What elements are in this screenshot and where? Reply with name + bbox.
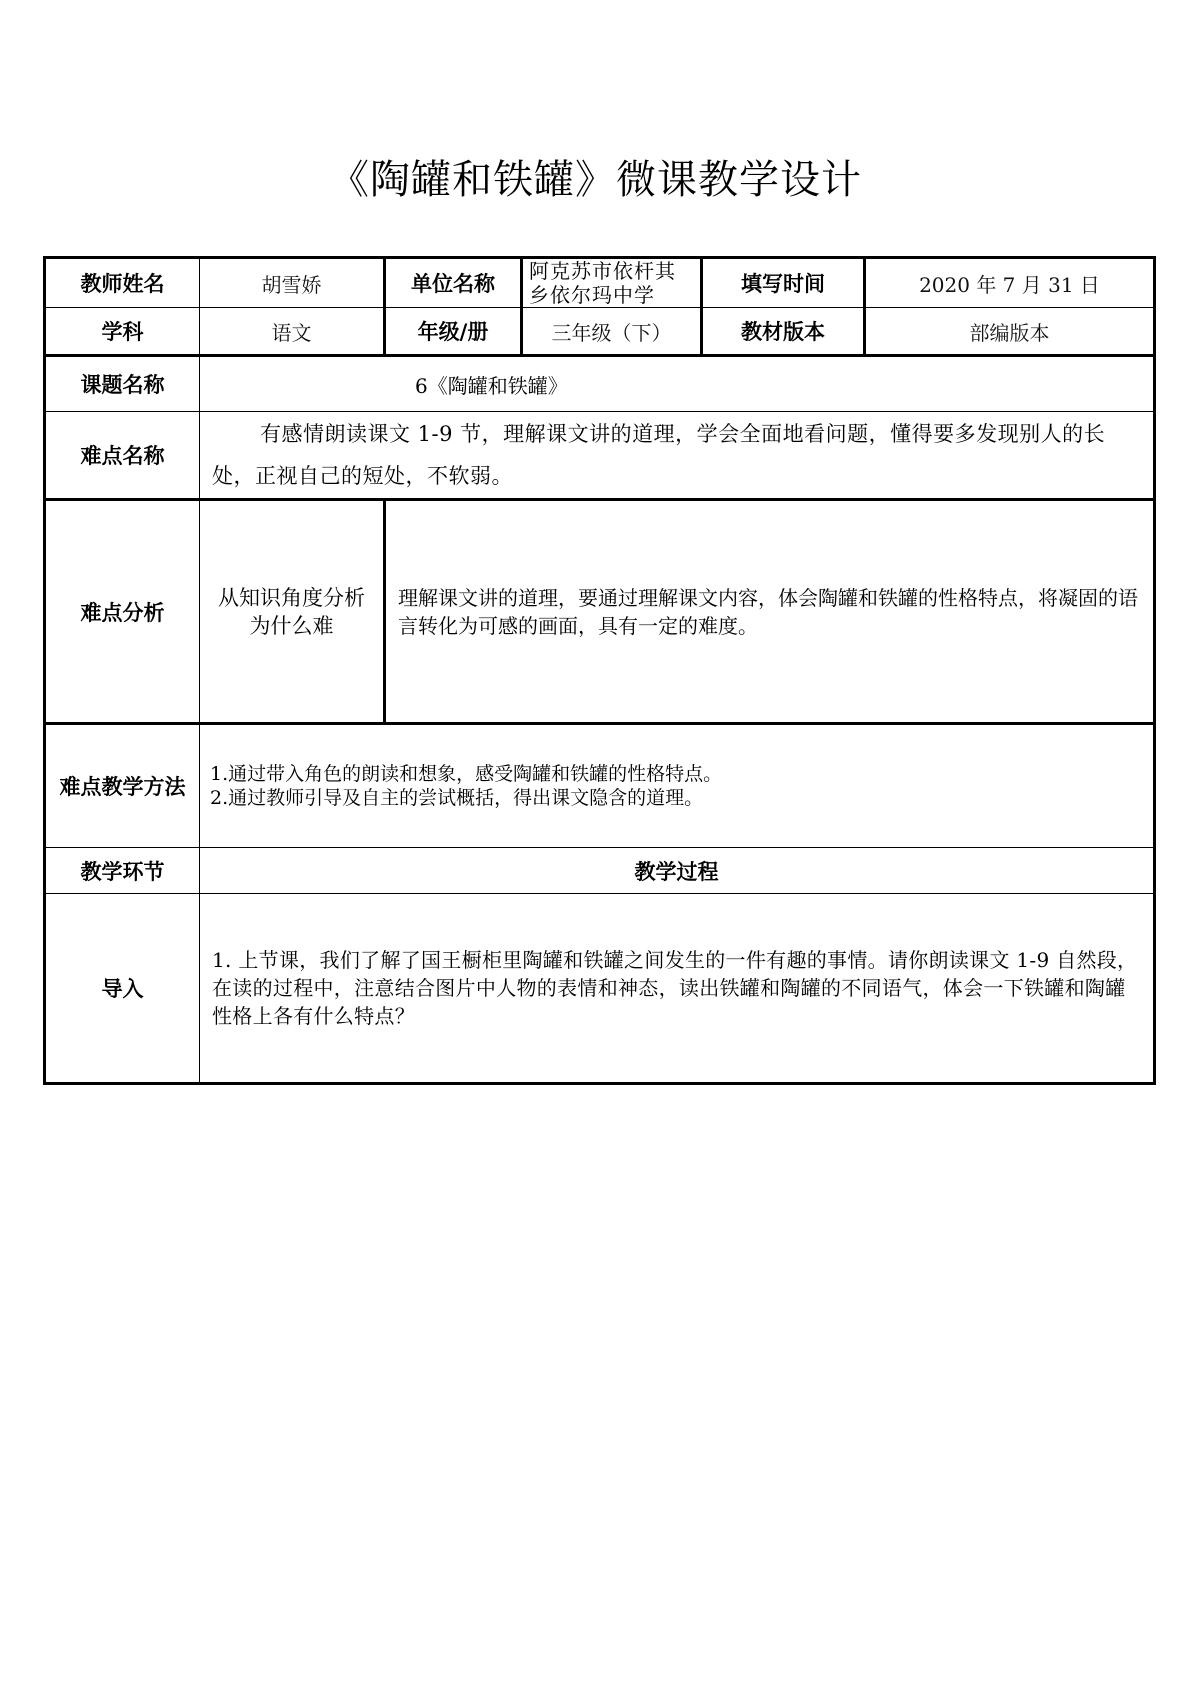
grade-value: 三年级（下） [522,308,702,356]
page-title: 《陶罐和铁罐》微课教学设计 [329,157,862,203]
table-row-difficulty [45,412,1155,500]
table-row-basic-info [45,258,1155,308]
organization-value: 阿克苏市依杆其乡依尔玛中学 [522,258,702,308]
subject-value: 语文 [200,308,385,356]
subject-label: 学科 [45,308,200,356]
method-item: 2.通过教师引导及自主的尝试概括，得出课文隐含的道理。 [210,787,704,809]
teacher-name-value: 胡雪娇 [200,258,385,308]
table-row-method [45,724,1155,848]
edition-value: 部编版本 [865,308,1155,356]
table-row-course-info [45,308,1155,356]
table-row-intro [45,894,1155,1084]
organization-label: 单位名称 [385,258,522,308]
analysis-label: 难点分析 [45,500,200,724]
method-list [200,724,1155,848]
teaching-stage-label: 教学环节 [45,848,200,894]
method-label: 难点教学方法 [45,724,200,848]
difficulty-label: 难点名称 [45,412,200,500]
table-row-topic [45,356,1155,412]
topic-label: 课题名称 [45,356,200,412]
grade-label: 年级/册 [385,308,522,356]
topic-value: 6《陶罐和铁罐》 [200,356,1155,412]
teaching-process-label: 教学过程 [200,848,1155,894]
difficulty-value: 有感情朗读课文 1-9 节，理解课文讲的道理，学会全面地看问题，懂得要多发现别人的长处，正视自己的短处，不软弱。 [200,412,1155,500]
lesson-design-table [43,256,1156,1085]
edition-label: 教材版本 [702,308,865,356]
intro-value: 1. 上节课，我们了解了国王橱柜里陶罐和铁罐之间发生的一件有趣的事情。请你朗读课文 1-9 自然段，在读的过程中，注意结合图片中人物的表情和神态，读出铁罐和陶罐的不同语气，体会一下铁罐和陶罐性格上各有什么特点？ [200,894,1155,1084]
analysis-value: 理解课文讲的道理，要通过理解课文内容，体会陶罐和铁罐的性格特点，将凝固的语言转化为可感的画面，具有一定的难度。 [385,500,1155,724]
analysis-sub-label: 从知识角度分析为什么难 [200,500,385,724]
table-row-process-header [45,848,1155,894]
fill-date-value: 2020 年 7 月 31 日 [865,258,1155,308]
fill-date-label: 填写时间 [702,258,865,308]
intro-label: 导入 [45,894,200,1084]
teacher-name-label: 教师姓名 [45,258,200,308]
table-row-analysis [45,500,1155,724]
method-item: 1.通过带入角色的朗读和想象，感受陶罐和铁罐的性格特点。 [210,763,723,785]
